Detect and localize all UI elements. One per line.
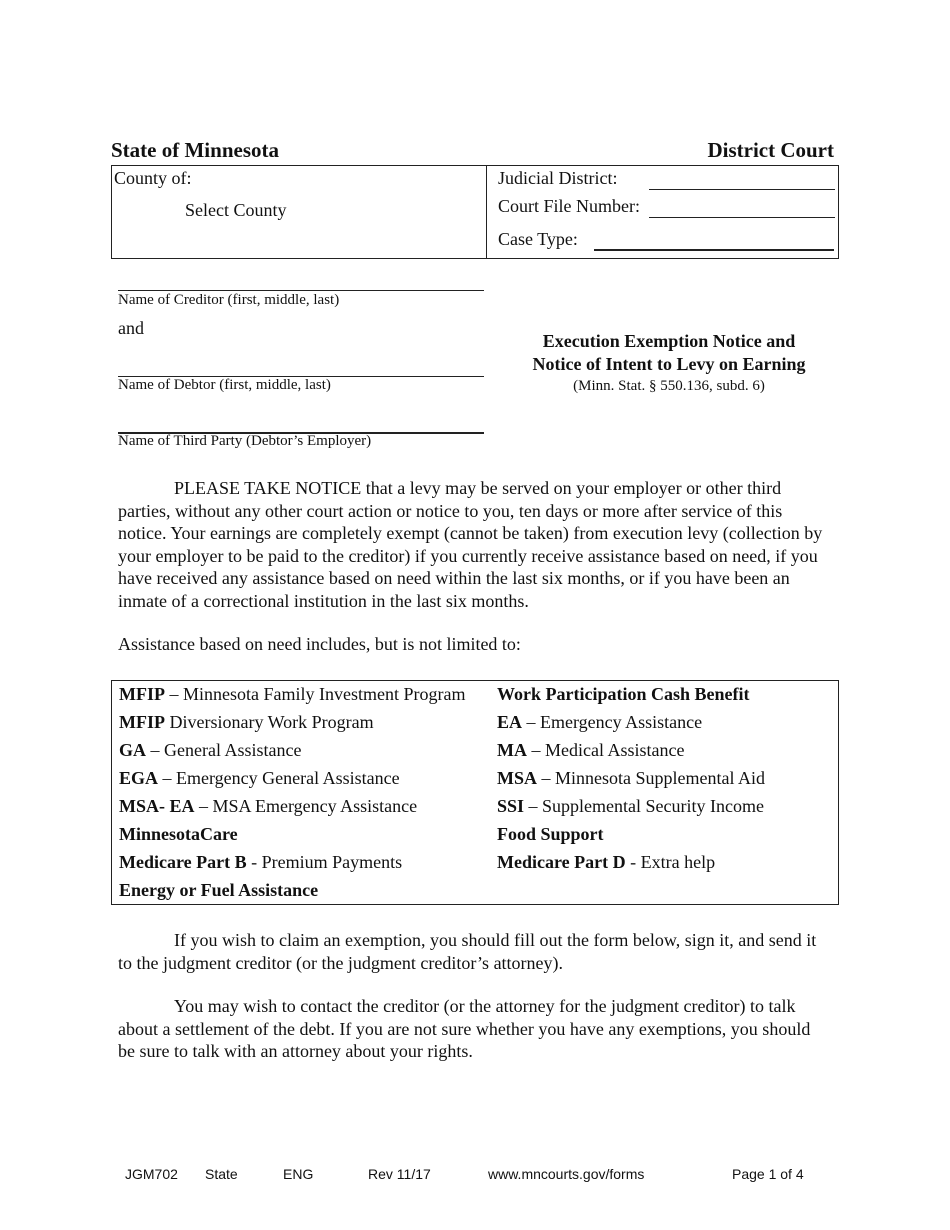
court-file-number-label: Court File Number:: [498, 196, 640, 216]
contact-paragraph: You may wish to contact the creditor (or the attorney for the judgment creditor) to talk about a settlement of the debt. If you are not sure whether you have any exemptions, you should be sure to talk with an attorney about your rights.: [118, 996, 811, 1061]
footer-revision: Rev 11/17: [368, 1166, 431, 1182]
judicial-district-field[interactable]: [649, 167, 835, 190]
notice-paragraph: PLEASE TAKE NOTICE that a levy may be served on your employer or other third parties, without any other court action or notice to you, ten days or more after service of this notice. Your earnings are completely exempt (cannot be taken) from execution levy (collection by your employer to be paid to the creditor) if you currently receive assistance based on need, if you have received any assistance based on need within the last six months, or if you have been an inmate of a correctional institution in the last six months.: [118, 478, 823, 611]
assistance-item: Medicare Part B - Premium Payments: [119, 852, 403, 872]
debtor-caption: Name of Debtor (first, middle, last): [118, 377, 331, 393]
assistance-item: MinnesotaCare: [119, 824, 238, 844]
assistance-item: MFIP Diversionary Work Program: [119, 712, 374, 732]
assistance-item: MFIP – Minnesota Family Investment Program: [119, 684, 466, 704]
claim-paragraph: If you wish to claim an exemption, you should fill out the form below, sign it, and send it to the judgment creditor (or the judgment creditor’s attorney).: [118, 930, 817, 973]
court-info-box: [111, 165, 839, 259]
assistance-intro: Assistance based on need includes, but is not limited to:: [118, 634, 521, 654]
court-file-number-field[interactable]: [649, 195, 835, 218]
assistance-item: Medicare Part D - Extra help: [497, 852, 716, 872]
document-title: [500, 330, 838, 396]
assistance-item: MSA- EA – MSA Emergency Assistance: [119, 796, 418, 816]
assistance-item: MA – Medical Assistance: [497, 740, 685, 760]
county-label: County of:: [114, 168, 192, 188]
assistance-item: MSA – Minnesota Supplemental Aid: [497, 768, 765, 788]
footer-url-link[interactable]: www.mncourts.gov/forms: [488, 1166, 645, 1182]
footer-form-code: JGM702: [125, 1166, 178, 1182]
and-text: and: [118, 318, 144, 338]
footer-jurisdiction: State: [205, 1166, 238, 1182]
assistance-item: EGA – Emergency General Assistance: [119, 768, 400, 788]
assistance-item: Food Support: [497, 824, 604, 844]
assistance-item: Energy or Fuel Assistance: [119, 880, 319, 900]
judicial-district-label: Judicial District:: [498, 168, 618, 188]
assistance-item: SSI – Supplemental Security Income: [497, 796, 764, 816]
footer-language: ENG: [283, 1166, 314, 1182]
assistance-table: [111, 680, 839, 905]
footer-page-number: Page 1 of 4: [732, 1166, 804, 1182]
case-type-field[interactable]: [594, 227, 834, 251]
assistance-item: GA – General Assistance: [119, 740, 302, 760]
case-type-label: Case Type:: [498, 229, 578, 249]
statute-reference: (Minn. Stat. § 550.136, subd. 6): [573, 378, 765, 394]
third-party-caption: Name of Third Party (Debtor’s Employer): [118, 433, 372, 449]
assistance-item: Work Participation Cash Benefit: [497, 684, 750, 704]
county-cell: [112, 166, 487, 258]
court-heading: District Court: [707, 138, 834, 162]
county-select[interactable]: Select County: [185, 200, 287, 220]
assistance-item: EA – Emergency Assistance: [497, 712, 703, 732]
state-heading: State of Minnesota: [111, 138, 279, 162]
title-line-2: Notice of Intent to Levy on Earning: [532, 354, 806, 374]
creditor-caption: Name of Creditor (first, middle, last): [118, 292, 340, 308]
title-line-1: Execution Exemption Notice and: [542, 331, 796, 351]
creditor-name-field[interactable]: [118, 290, 484, 291]
